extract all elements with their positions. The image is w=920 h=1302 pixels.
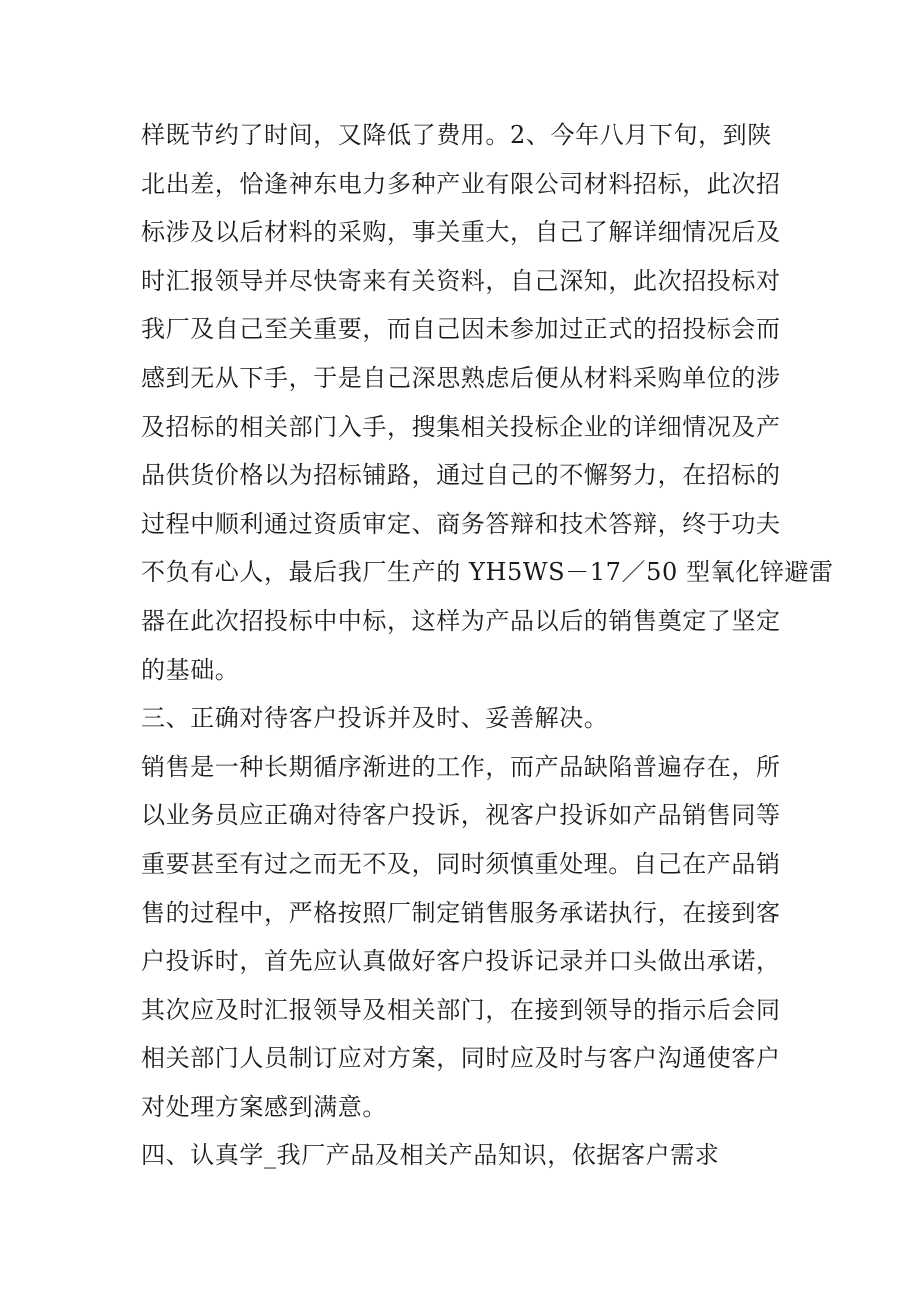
- text-line-19: 其次应及时汇报领导及相关部门，在接到领导的指示后会同: [141, 995, 781, 1024]
- text-line-11: 器在此次招投标中中标，这样为产品以后的销售奠定了坚定: [141, 606, 781, 635]
- text-line-12: 的基础。: [141, 655, 240, 684]
- text-line-1: 样既节约了时间，又降低了费用。2、今年八月下旬，到陕: [141, 121, 772, 149]
- document-body: [141, 111, 834, 1180]
- text-line-4: 时汇报领导并尽快寄来有关资料，自己深知，此次招投标对: [141, 266, 781, 295]
- section-heading-3: 三、正确对待客户投诉并及时、妥善解决。: [141, 704, 609, 733]
- section-heading-4: 四、认真学_我厂产品及相关产品知识，依据客户需求: [141, 1141, 720, 1170]
- text-line-5: 我厂及自己至关重要，而自己因未参加过正式的招投标会而: [141, 315, 781, 344]
- text-line-8: 品供货价格以为招标铺路，通过自己的不懈努力，在招标的: [141, 461, 781, 490]
- text-line-7: 及招标的相关部门入手，搜集相关投标企业的详细情况及产: [141, 412, 781, 441]
- text-line-6: 感到无从下手，于是自己深思熟虑后便从材料采购单位的涉: [141, 363, 781, 392]
- text-line-20: 相关部门人员制订应对方案，同时应及时与客户沟通使客户: [141, 1044, 781, 1073]
- text-line-21: 对处理方案感到满意。: [141, 1092, 387, 1121]
- text-line-17: 售的过程中，严格按照厂制定销售服务承诺执行，在接到客: [141, 898, 781, 927]
- text-line-9: 过程中顺利通过资质审定、商务答辩和技术答辩，终于功夫: [141, 509, 781, 538]
- text-line-18: 户投诉时，首先应认真做好客户投诉记录并口头做出承诺，: [141, 947, 781, 976]
- text-line-10: 不负有心人，最后我厂生产的 YH5WS－17／50 型氧化锌避雷: [141, 558, 834, 587]
- text-line-14: 销售是一种长期循序渐进的工作，而产品缺陷普遍存在，所: [141, 752, 781, 781]
- text-line-2: 北出差，恰逢神东电力多种产业有限公司材料招标，此次招: [141, 169, 781, 198]
- text-line-3: 标涉及以后材料的采购，事关重大，自己了解详细情况后及: [141, 218, 781, 247]
- text-line-15: 以业务员应正确对待客户投诉，视客户投诉如产品销售同等: [141, 801, 781, 830]
- text-line-16: 重要甚至有过之而无不及，同时须慎重处理。自己在产品销: [141, 849, 781, 878]
